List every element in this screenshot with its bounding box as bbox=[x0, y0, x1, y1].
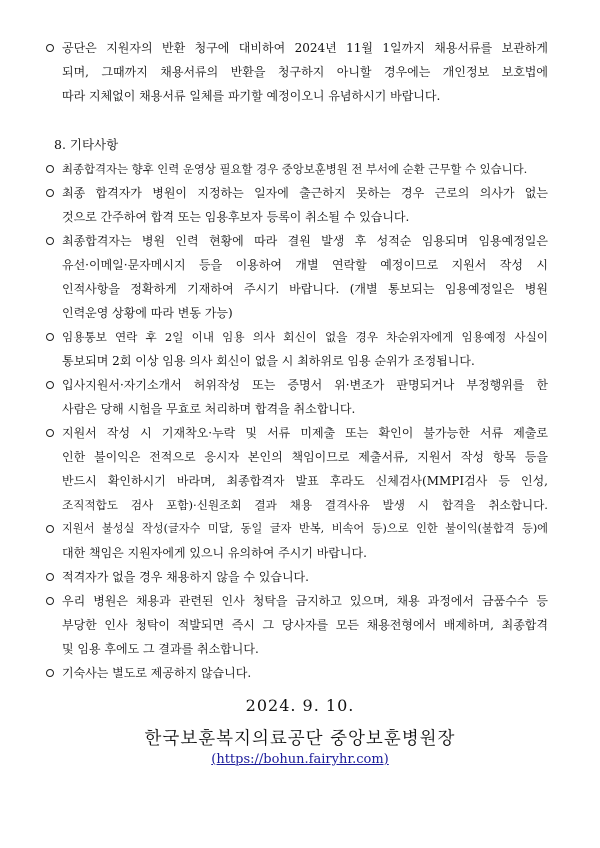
list-item bbox=[62, 565, 548, 589]
organization-signature: 한국보훈복지의료공단 중앙보훈병원장 bbox=[144, 729, 456, 749]
intro-paragraph bbox=[62, 36, 548, 108]
text-line: 것으로 간주하여 합격 또는 임용후보자 등록이 취소될 수 있습니다. bbox=[62, 210, 410, 224]
text-line: 우리 병원은 채용과 관련된 인사 청탁을 금지하고 있으며, 채용 과정에서 금품수수 등 bbox=[62, 594, 548, 608]
circle-bullet-icon bbox=[46, 565, 56, 589]
text-line: 최종 합격자가 병원이 지정하는 일자에 출근하지 못하는 경우 근로의 의사가 없는 bbox=[62, 186, 548, 200]
text-line: 되며, 그때까지 채용서류의 반환을 청구하지 아니할 경우에는 개인정보 보호법에 bbox=[62, 65, 548, 79]
circle-bullet-icon bbox=[46, 589, 56, 613]
list-item bbox=[62, 661, 548, 685]
text-line: 대한 책임은 지원자에게 있으니 유의하여 주시기 바랍니다. bbox=[62, 546, 367, 560]
text-line: 임용통보 연락 후 2일 이내 임용 의사 회신이 없을 경우 차순위자에게 임용예정 사실이 bbox=[62, 330, 548, 344]
text-line: 조직적합도 검사 포함)·신원조회 결과 채용 결격사유 발생 시 합격을 취소합니다. bbox=[62, 498, 548, 512]
text-line: 인적사항을 정확하게 기재하여 주시기 바랍니다. (개별 통보되는 임용예정일은 병원 bbox=[62, 282, 548, 296]
text-line: 최종합격자는 병원 인력 현황에 따라 결원 발생 후 성적순 임용되며 임용예정일은 bbox=[62, 234, 548, 248]
text-line: 통보되며 2회 이상 임용 의사 회신이 없을 시 최하위로 임용 순위가 조정됩니다. bbox=[62, 354, 475, 368]
circle-bullet-icon bbox=[46, 181, 56, 205]
website-link[interactable]: (https://bohun.fairyhr.com) bbox=[211, 752, 389, 767]
list-item bbox=[62, 325, 548, 373]
list-item bbox=[62, 589, 548, 661]
list-item bbox=[62, 157, 548, 181]
text-line: 사람은 당해 시험을 무효로 처리하며 합격을 취소합니다. bbox=[62, 402, 356, 416]
list-item bbox=[62, 181, 548, 229]
circle-bullet-icon bbox=[46, 373, 56, 397]
list-item bbox=[62, 517, 548, 565]
announcement-date: 2024. 9. 10. bbox=[245, 696, 355, 715]
list-item bbox=[62, 373, 548, 421]
text-line: 공단은 지원자의 반환 청구에 대비하여 2024년 11월 1일까지 채용서류를 보관하게 bbox=[62, 41, 548, 55]
text-line: 기숙사는 별도로 제공하지 않습니다. bbox=[62, 666, 252, 680]
text-line: 반드시 확인하시기 바라며, 최종합격자 발표 후라도 신체검사(MMPI검사 등 인성, bbox=[62, 474, 548, 488]
text-line: 적격자가 없을 경우 채용하지 않을 수 있습니다. bbox=[62, 570, 309, 584]
section-heading: 8. 기타사항 bbox=[54, 137, 119, 152]
text-line: 입사지원서·자기소개서 허위작성 또는 증명서 위·변조가 판명되거나 부정행위를 한 bbox=[62, 378, 548, 392]
text-line: 부당한 인사 청탁이 적발되면 즉시 그 당사자를 모든 채용전형에서 배제하며, 최종합격 bbox=[62, 618, 548, 632]
text-line: 및 임용 후에도 그 결과를 취소합니다. bbox=[62, 642, 259, 656]
text-line: 인력운영 상황에 따라 변동 가능) bbox=[62, 306, 233, 320]
circle-bullet-icon bbox=[46, 36, 56, 60]
text-line: 인한 불이익은 전적으로 응시자 본인의 책임이므로 제출서류, 지원서 작성 항목 등을 bbox=[62, 450, 548, 464]
list-item bbox=[62, 229, 548, 325]
circle-bullet-icon bbox=[46, 421, 56, 445]
text-line: 유선·이메일·문자메시지 등을 이용하여 개별 연락할 예정이므로 지원서 작성 시 bbox=[62, 258, 548, 272]
text-line: 따라 지체없이 채용서류 일체를 파기할 예정이오니 유념하시기 바랍니다. bbox=[62, 89, 441, 103]
circle-bullet-icon bbox=[46, 229, 56, 253]
text-line: 지원서 불성실 작성(글자수 미달, 동일 글자 반복, 비속어 등)으로 인한 불이익(불합격 등)에 bbox=[62, 522, 548, 535]
circle-bullet-icon bbox=[46, 157, 56, 181]
text-line: 지원서 작성 시 기재착오·누락 및 서류 미제출 또는 확인이 불가능한 서류 제출로 bbox=[62, 426, 548, 440]
circle-bullet-icon bbox=[46, 661, 56, 685]
circle-bullet-icon bbox=[46, 325, 56, 349]
list-item bbox=[62, 421, 548, 517]
text-line: 최종합격자는 향후 인력 운영상 필요할 경우 중앙보훈병원 전 부서에 순환 근무할 수 있습니다. bbox=[62, 162, 528, 176]
circle-bullet-icon bbox=[46, 517, 56, 541]
